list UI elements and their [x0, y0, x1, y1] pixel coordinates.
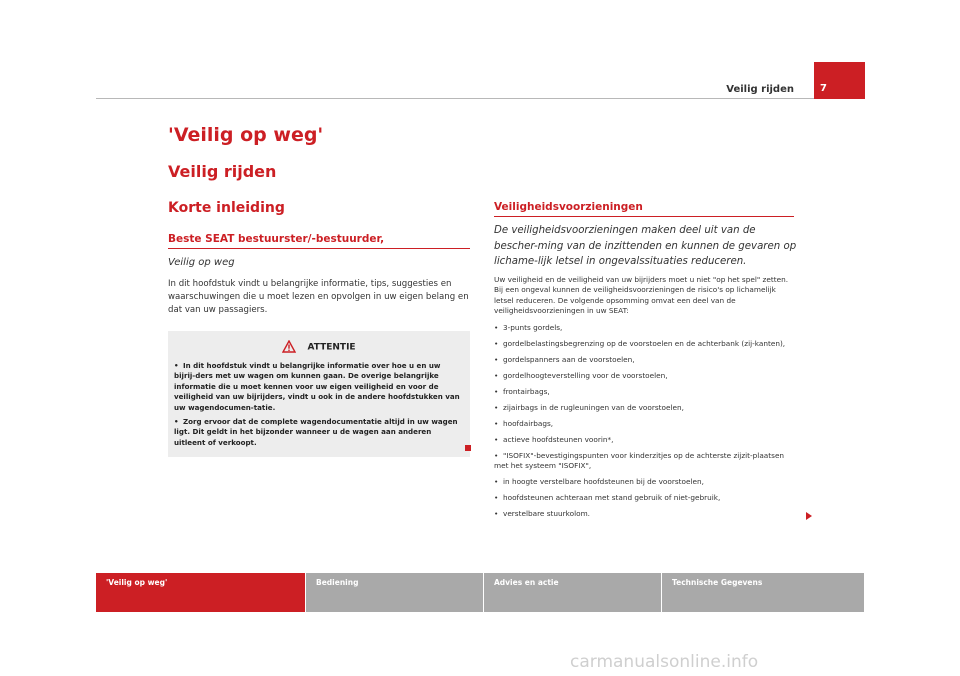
warning-item: • In dit hoofdstuk vindt u belangrijke informatie over hoe u en uw bijrij-ders met uw wagen om kunnen gaan. De overige belangrijke informatie die u moet kennen voor uw eigen veiligheid en voor de veiligheid van uw bijrijders, vindt u ook in de andere hoofdstukken van uw wagendocumen-tatie. — [174, 361, 460, 412]
list-item: • actieve hoofdsteunen voorin*, — [494, 434, 614, 444]
bullet-icon: • — [494, 386, 499, 396]
bullet-icon: • — [494, 322, 499, 332]
list-item: • zijairbags in de rugleuningen van de voorstoelen, — [494, 402, 684, 412]
salutation-heading: Beste SEAT bestuurster/-bestuurder, — [168, 233, 470, 249]
warning-triangle-icon — [282, 338, 296, 357]
safety-features-list — [494, 323, 794, 520]
safety-features-paragraph: Uw veiligheid en de veiligheid van uw bijrijders moet u niet "op het spel" zetten. Bij een ongeval kunnen de veiligheidsvoorzieningen de risico's op lichamelijk letsel reduceren. De volgende opsomming omvat een deel van de veiligheidsvoorzieningen in uw SEAT: — [494, 275, 789, 316]
chapter-title: 'Veilig op weg' — [168, 124, 324, 146]
safety-features-lead: De veiligheidsvoorzieningen maken deel uit van de bescher-ming van de inzittenden en kunnen de gevaren op lichame-lijk letsel in ongevalssituaties reduceren. — [494, 225, 797, 267]
warning-title: ATTENTIE — [307, 342, 356, 353]
bullet-icon: • — [494, 509, 499, 519]
continue-arrow-icon — [806, 512, 812, 520]
watermark: carmanualsonline.info — [570, 652, 759, 672]
warning-box — [168, 331, 470, 457]
bullet-icon: • — [494, 418, 499, 428]
bullet-icon: • — [494, 434, 499, 444]
bullet-icon: • — [494, 370, 499, 380]
warning-header — [174, 337, 464, 359]
intro-paragraph: In dit hoofdstuk vindt u belangrijke informatie, tips, suggesties en waarschuwingen die u moet lezen en opvolgen in uw eigen belang en dat van uw passagiers. — [168, 279, 469, 315]
footer-tab-label: Technische Gegevens — [672, 578, 763, 587]
safety-features-heading: Veiligheidsvoorzieningen — [494, 201, 794, 217]
bullet-icon: • — [494, 402, 499, 412]
bullet-icon: • — [174, 417, 179, 427]
header-rule — [96, 98, 814, 99]
safety-features-body — [494, 275, 794, 525]
intro-subtitle: Veilig op weg — [168, 257, 235, 268]
bullet-icon: • — [494, 354, 499, 364]
section-title: Veilig rijden — [168, 162, 277, 181]
list-item: • gordelspanners aan de voorstoelen, — [494, 354, 635, 364]
footer-tab-label: Bediening — [316, 578, 359, 587]
footer-tab-technische-gegevens[interactable] — [662, 573, 864, 612]
page-number-badge — [814, 62, 865, 99]
bullet-icon: • — [494, 338, 499, 348]
footer-tab-label: Advies en actie — [494, 578, 559, 587]
warning-item: • Zorg ervoor dat de complete wagendocumentatie altijd in uw wagen ligt. Dit geldt in het bijzonder wanneer u de wagen aan anderen uitleent of verkoopt. — [174, 417, 458, 447]
list-item: • gordelbelastingsbegrenzing op de voorstoelen en de achterbank (zij-kanten), — [494, 338, 786, 348]
bullet-icon: • — [174, 361, 179, 370]
footer-tab-bediening[interactable] — [306, 573, 483, 612]
footer-tab-veilig-op-weg[interactable] — [96, 573, 305, 612]
list-item: • hoofdairbags, — [494, 418, 554, 428]
list-item: • frontairbags, — [494, 386, 550, 396]
list-item: • hoofdsteunen achteraan met stand gebruik of niet-gebruik, — [494, 493, 721, 503]
footer-tab-advies-en-actie[interactable] — [484, 573, 661, 612]
list-item: • 3-punts gordels, — [494, 322, 563, 332]
running-title: Veilig rijden — [726, 84, 794, 95]
list-item: • in hoogte verstelbare hoofdsteunen bij de voorstoelen, — [494, 477, 704, 487]
bullet-icon: • — [494, 477, 499, 487]
list-item: • "ISOFIX"-bevestigingspunten voor kinderzitjes op de achterste zijzit-plaatsen met het systeem "ISOFIX", — [494, 450, 785, 471]
bullet-icon: • — [494, 493, 499, 503]
intro-text — [168, 278, 470, 317]
footer-tab-label: 'Veilig op weg' — [106, 578, 168, 587]
section-end-square-icon — [465, 445, 471, 451]
subsection-title: Korte inleiding — [168, 200, 285, 216]
list-item: • gordelhoogteverstelling voor de voorstoelen, — [494, 370, 668, 380]
bullet-icon: • — [494, 450, 499, 460]
page-number: 7 — [820, 83, 827, 94]
list-item: • verstelbare stuurkolom. — [494, 509, 590, 519]
